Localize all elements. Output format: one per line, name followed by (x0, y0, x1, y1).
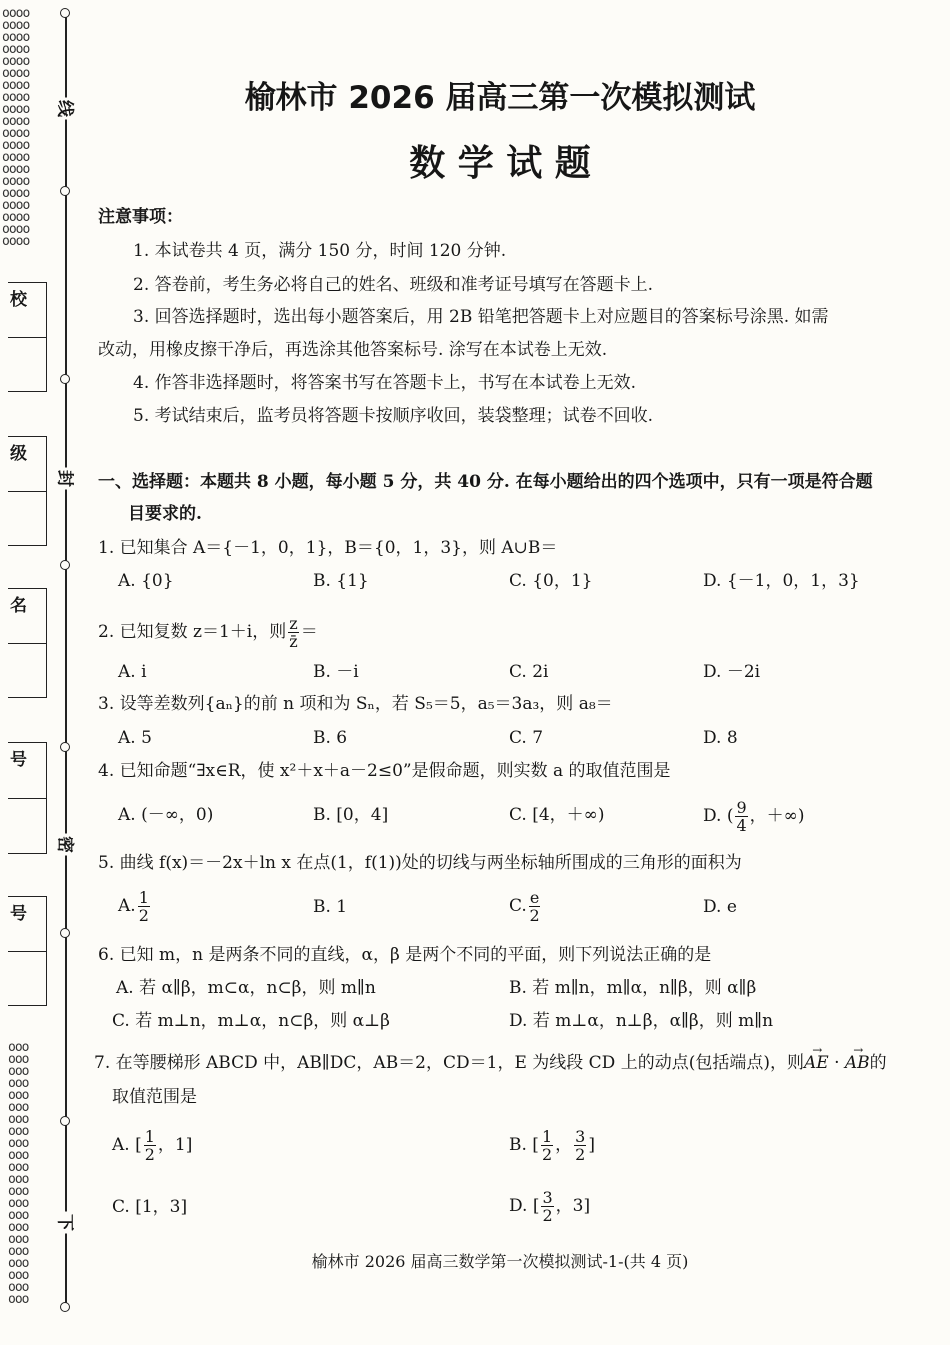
q6-stem: 6. 已知 m，n 是两条不同的直线，α，β 是两个不同的平面，则下列说法正确的是 (98, 945, 712, 965)
section-heading-cont: 目要求的. (128, 504, 202, 524)
q3-option-b: B. 6 (313, 728, 348, 748)
q5-c-fraction (529, 889, 540, 924)
binding-char-secret: 密 (55, 834, 80, 856)
q1-option-c: C. {0，1} (509, 571, 593, 591)
q1-option-a: A. {0} (118, 571, 174, 591)
q7-a-num: 1 (144, 1127, 155, 1146)
q7-stem-post: 的 (869, 1053, 887, 1073)
seat-id-label: 号 (10, 904, 27, 924)
binding-dot (60, 1116, 70, 1126)
q7-d-pre: D. [ (509, 1196, 540, 1216)
name-label: 名 (10, 596, 27, 616)
q7-d-fraction (541, 1189, 553, 1224)
q2-frac-den: z̄ (289, 632, 298, 651)
q5-c-num: e (529, 888, 540, 907)
q1-option-d: D. {－1，0，1，3} (703, 571, 860, 591)
binding-char-down: 下 (55, 1212, 80, 1234)
q7-option-d (509, 1186, 590, 1226)
section-heading: 一、选择题：本题共 8 小题，每小题 5 分，共 40 分. 在每小题给出的四个选项中，只有一项是符合题 (98, 472, 873, 492)
q4-d-fraction (735, 799, 747, 834)
school-field (8, 282, 47, 392)
school-label: 校 (10, 290, 27, 310)
q2-stem-pre: 2. 已知复数 z＝1＋i，则 (98, 622, 287, 642)
q4-d-num: 9 (736, 798, 747, 817)
binding-dot (60, 186, 70, 196)
name-field (8, 588, 47, 698)
q6-option-b: B. 若 m∥n，m∥α，n∥β，则 α∥β (509, 978, 757, 998)
binding-holes-bottom: ooo ooo ooo ooo ooo ooo ooo ooo ooo ooo ooo ooo ooo ooo ooo ooo ooo ooo ooo ooo ooo ooo (8, 1040, 29, 1307)
seat-id-field (8, 896, 47, 1006)
notice-item: 3. 回答选择题时，选出每小题答案后，用 2B 铅笔把答题卡上对应题目的答案标号涂黑. 如需 (133, 307, 829, 327)
q3-option-c: C. 7 (509, 728, 544, 748)
q7-b-fraction-2 (574, 1128, 586, 1163)
binding-dot (60, 928, 70, 938)
binding-char-line: 线 (55, 98, 80, 120)
binding-char-seal: 封 (55, 468, 80, 490)
q5-c-pre: C. (509, 896, 527, 916)
class-field (8, 436, 47, 546)
q7-b-sep: ， (555, 1135, 573, 1155)
q5-a-pre: A. (118, 896, 136, 916)
q2-option-d: D. －2i (703, 662, 761, 682)
page-footer: 榆林市 2026 届高三数学第一次模拟测试-1-(共 4 页) (311, 1252, 689, 1271)
q2-stem (98, 612, 318, 652)
q4-option-b: B. [0，4] (313, 805, 389, 825)
q3-option-d: D. 8 (703, 728, 738, 748)
q2-stem-post: ＝ (300, 622, 318, 642)
q5-stem: 5. 曲线 f(x)＝－2x＋ln x 在点(1，f(1))处的切线与两坐标轴所围成的三角形的面积为 (98, 853, 742, 873)
q7-vector-ae: → AE (804, 1052, 829, 1074)
q5-a-den: 2 (138, 906, 149, 925)
q2-fraction (288, 615, 298, 650)
q7-b-den1: 2 (541, 1145, 553, 1164)
binding-dot (60, 374, 70, 384)
q2-option-a: A. i (118, 662, 147, 682)
q1-stem: 1. 已知集合 A＝{－1，0，1}，B＝{0，1，3}，则 A∪B＝ (98, 538, 558, 558)
q7-d-den: 2 (542, 1206, 553, 1225)
binding-dot (60, 560, 70, 570)
q2-option-c: C. 2i (509, 662, 549, 682)
notice-item: 2. 答卷前，考生务必将自己的姓名、班级和准考证号填写在答题卡上. (133, 275, 654, 295)
q5-option-b: B. 1 (313, 897, 348, 917)
notice-heading: 注意事项： (98, 207, 183, 227)
class-label: 级 (10, 444, 27, 464)
q7-b-num2: 3 (575, 1127, 586, 1146)
q4-d-post: ，＋∞) (749, 806, 805, 826)
q7-a-den: 2 (144, 1145, 155, 1164)
q7-d-num: 3 (542, 1188, 553, 1207)
q5-c-den: 2 (529, 906, 540, 925)
q1-option-b: B. {1} (313, 571, 369, 591)
exam-id-field (8, 742, 47, 854)
q7-dot: · (828, 1053, 845, 1073)
q7-stem-pre: 7. 在等腰梯形 ABCD 中，AB∥DC，AB＝2，CD＝1，E 为线段 CD 上的动点(包括端点)，则 (94, 1053, 804, 1073)
q7-stem-line2: 取值范围是 (112, 1087, 197, 1107)
q4-d-pre: D. ( (703, 806, 734, 826)
q7-vector-ab: → AB (845, 1052, 870, 1074)
q6-option-c: C. 若 m⊥n，m⊥α，n⊂β，则 α⊥β (112, 1011, 390, 1031)
exam-title: 榆林市 2026 届高三第一次模拟测试 (244, 80, 756, 116)
q5-a-num: 1 (138, 888, 149, 907)
q5-option-a (118, 886, 152, 926)
q5-option-d: D. e (703, 897, 737, 917)
subject-title: 数 学 试 题 (409, 143, 591, 184)
q6-option-d: D. 若 m⊥α，n⊥β，α∥β，则 m∥n (509, 1011, 774, 1031)
q7-b-pre: B. [ (509, 1135, 539, 1155)
q5-a-fraction (138, 889, 150, 924)
q6-option-a: A. 若 α∥β，m⊂α，n⊂β，则 m∥n (116, 978, 376, 998)
q3-stem: 3. 设等差数列{aₙ}的前 n 项和为 Sₙ，若 S₅＝5，a₅＝3a₃，则 a₈＝ (98, 694, 613, 714)
binding-holes-top: oooo oooo oooo oooo oooo oooo oooo oooo oooo oooo oooo oooo oooo oooo oooo oooo oooo oooo oooo oooo (2, 6, 30, 249)
notice-item: 4. 作答非选择题时，将答案书写在答题卡上，书写在本试卷上无效. (133, 373, 637, 393)
q3-option-a: A. 5 (118, 728, 152, 748)
q7-option-b (509, 1125, 595, 1165)
notice-item: 1. 本试卷共 4 页，满分 150 分，时间 120 分钟. (133, 241, 507, 261)
q7-a-fraction (144, 1128, 156, 1163)
q7-stem (94, 1052, 887, 1074)
q4-option-d (703, 796, 804, 836)
q7-b-fraction-1 (541, 1128, 553, 1163)
q4-option-c: C. [4，＋∞) (509, 805, 605, 825)
binding-line (65, 10, 67, 1310)
binding-dot (60, 8, 70, 18)
q7-d-post: ，3] (555, 1196, 591, 1216)
q7-a-pre: A. [ (112, 1135, 142, 1155)
q7-option-a (112, 1125, 192, 1165)
q2-frac-num: z (289, 614, 298, 633)
notice-item: 5. 考试结束后，监考员将答题卡按顺序收回，装袋整理；试卷不回收. (133, 406, 654, 426)
q7-a-post: ，1] (157, 1135, 193, 1155)
q4-d-den: 4 (736, 816, 747, 835)
q4-stem: 4. 已知命题“∃x∈R，使 x²＋x＋a－2≤0”是假命题，则实数 a 的取值范围是 (98, 761, 671, 781)
q2-option-b: B. －i (313, 662, 359, 682)
q4-option-a: A. (－∞，0) (118, 805, 214, 825)
q7-option-c: C. [1，3] (112, 1197, 188, 1217)
notice-item: 改动，用橡皮擦干净后，再选涂其他答案标号. 涂写在本试卷上无效. (98, 340, 608, 360)
q7-b-num1: 1 (541, 1127, 553, 1146)
exam-id-label: 号 (10, 750, 27, 770)
binding-dot (60, 742, 70, 752)
q7-b-den2: 2 (575, 1145, 586, 1164)
q5-option-c (509, 886, 542, 926)
binding-dot (60, 1302, 70, 1312)
q7-b-post: ] (588, 1135, 595, 1155)
